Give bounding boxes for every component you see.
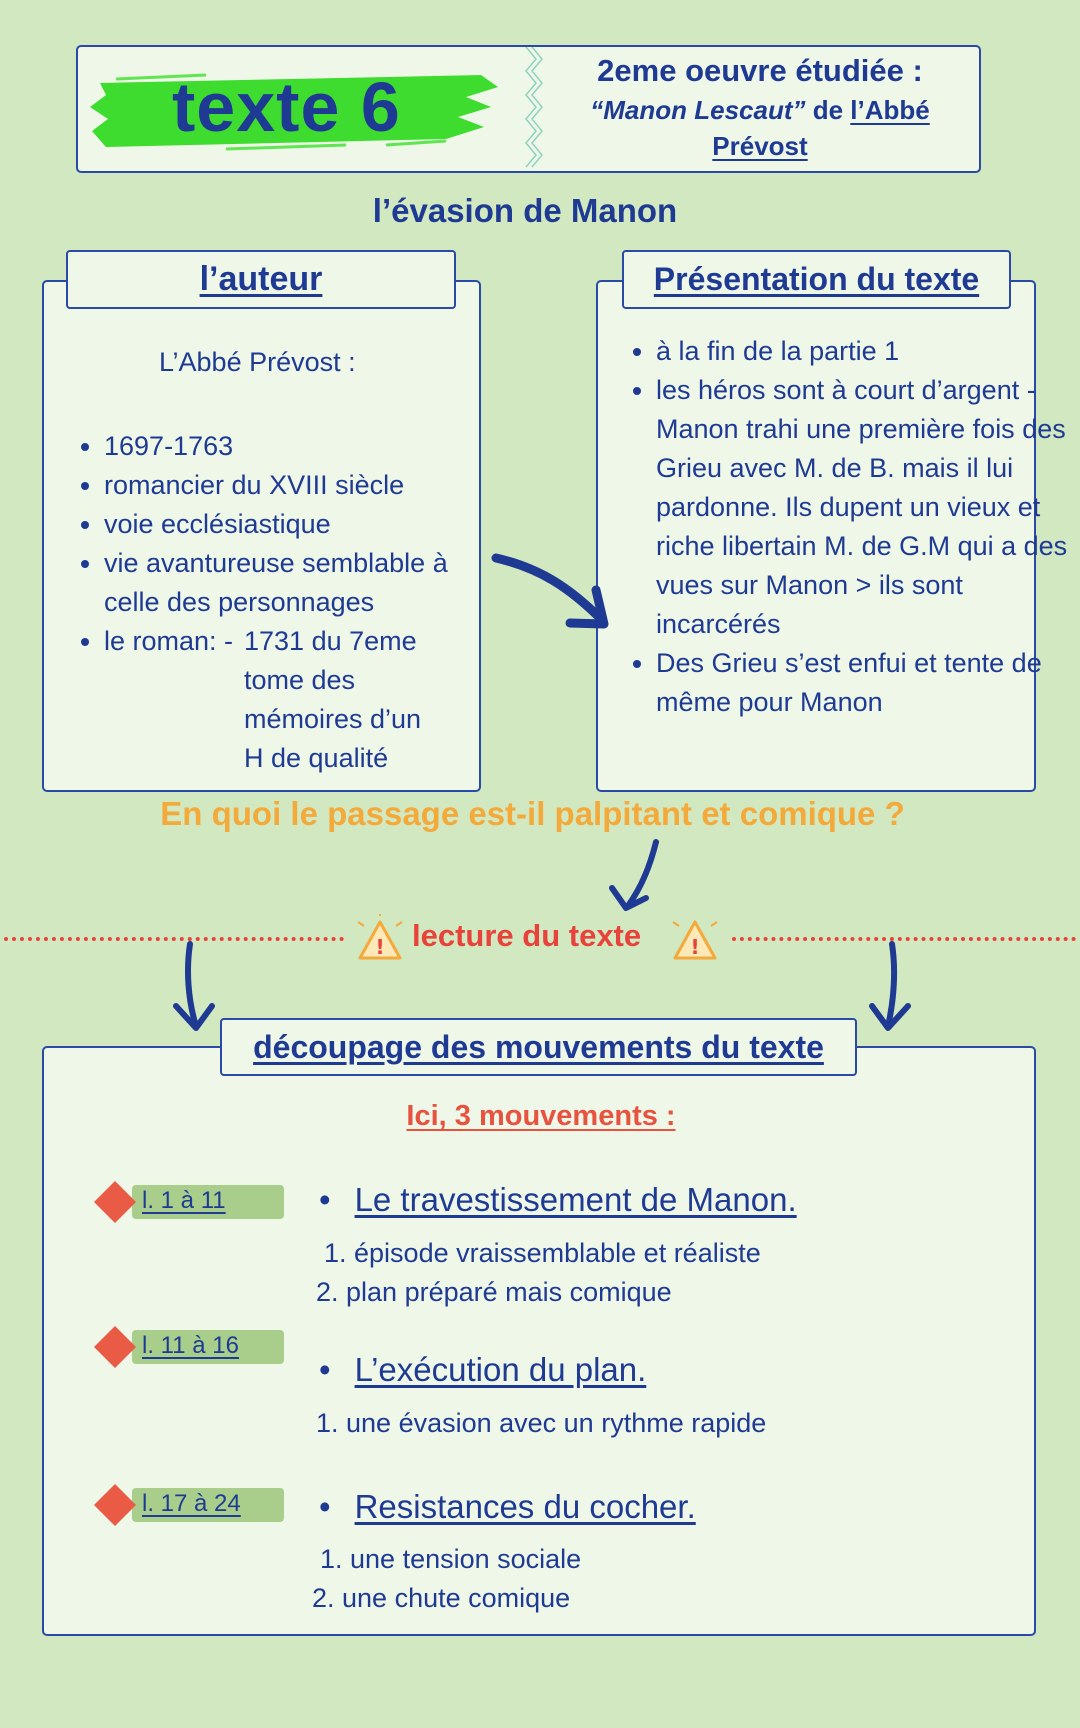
work-connector: de — [812, 95, 844, 125]
novel-label: le roman: - — [104, 626, 234, 656]
presentation-card — [596, 280, 1068, 792]
diamond-icon — [92, 1324, 138, 1370]
movements-heading: découpage des mouvements du texte — [253, 1029, 824, 1065]
line-range: l. 1 à 11 — [142, 1187, 226, 1214]
movement-points — [316, 1404, 766, 1443]
bullet: • — [319, 1181, 331, 1218]
list-item: • 1697-1763 — [104, 427, 484, 466]
line-range-tag — [132, 1488, 284, 1522]
author-list — [74, 427, 484, 778]
list-item: 1. une évasion avec un rythme rapide — [316, 1408, 767, 1438]
novel-detail: 1731 du 7eme tome des mémoires d’un H de qualité — [244, 626, 422, 773]
presentation-heading-box — [622, 250, 1011, 309]
list-item: 2. une chute comique — [312, 1583, 571, 1613]
work-info — [550, 47, 970, 163]
movement-title-row — [319, 1181, 797, 1219]
work-subtitle: 2eme oeuvre étudiée : — [597, 53, 923, 88]
work-title: “Manon Lescaut” — [590, 95, 806, 125]
list-item: • les héros sont à court d’argent - Manon trahi une première fois des Grieu avec M. de B. mais il lui pardonne. Ils dupent un vieux et riche libertain M. de G.M qui a des vues sur Manon > ils sont incarcérés — [656, 371, 1071, 644]
zigzag-divider — [518, 47, 548, 171]
diamond-icon — [92, 1179, 138, 1225]
list-item: • à la fin de la partie 1 — [656, 332, 1071, 371]
movement-title: Resistances du cocher. — [354, 1488, 696, 1525]
list-item: • romancier du XVIII siècle — [104, 466, 484, 505]
page-title: texte 6 — [172, 68, 401, 146]
list-item: • Des Grieu s’est enfui et tente de même pour Manon — [656, 644, 1071, 722]
header-banner — [76, 45, 981, 173]
arrow-right-icon — [490, 548, 620, 638]
arrow-down-icon — [606, 836, 666, 916]
movement-title: L’exécution du plan. — [354, 1351, 647, 1388]
section-title: l’évasion de Manon — [372, 192, 678, 229]
movement-points — [312, 1540, 581, 1618]
movements-heading-box — [220, 1018, 857, 1076]
work-title-line — [550, 91, 970, 129]
arrow-down-left-icon — [168, 940, 222, 1036]
svg-text:!: ! — [375, 935, 385, 959]
author-heading: l’auteur — [199, 260, 323, 298]
list-item-novel — [104, 622, 484, 778]
list-item: 1. une tension sociale — [320, 1544, 582, 1574]
bullet: • — [319, 1488, 331, 1525]
line-range-tag — [132, 1330, 284, 1364]
movement-title: Le travestissement de Manon. — [354, 1181, 797, 1218]
movement-points — [316, 1234, 761, 1312]
svg-text:!: ! — [690, 935, 700, 959]
arrow-down-right-icon — [864, 940, 918, 1036]
list-item: • vie avantureuse semblable à celle des personnages — [104, 544, 484, 622]
movements-subheading: Ici, 3 mouvements : — [406, 1100, 676, 1132]
line-range: l. 11 à 16 — [142, 1332, 239, 1359]
list-item: • voie ecclésiastique — [104, 505, 484, 544]
work-author-2: Prévost — [712, 131, 808, 161]
author-intro: L’Abbé Prévost : — [159, 347, 356, 377]
diamond-icon — [92, 1482, 138, 1528]
reading-label: lecture du texte — [412, 918, 642, 953]
line-range: l. 17 à 24 — [142, 1490, 241, 1517]
bullet: • — [319, 1351, 331, 1388]
list-item: 1. épisode vraissemblable et réaliste — [324, 1238, 761, 1268]
movements-card — [42, 1046, 1036, 1636]
movement-title-row — [319, 1351, 646, 1389]
warning-icon — [356, 914, 404, 964]
work-author-1: l’Abbé — [850, 95, 930, 125]
presentation-list — [612, 332, 1071, 722]
line-range-tag — [132, 1185, 284, 1219]
list-item: 2. plan préparé mais comique — [316, 1277, 672, 1307]
author-card — [42, 280, 481, 792]
author-heading-box — [66, 250, 456, 309]
warning-icon — [671, 914, 719, 964]
presentation-heading: Présentation du texte — [653, 261, 980, 297]
problem-question: En quoi le passage est-il palpitant et comique ? — [160, 795, 905, 832]
movement-title-row — [319, 1488, 696, 1526]
